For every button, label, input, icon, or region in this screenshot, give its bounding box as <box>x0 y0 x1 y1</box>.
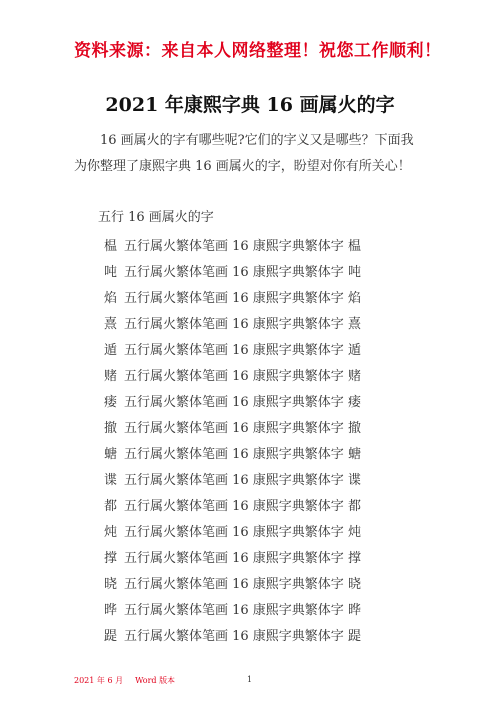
character-description: 五行属火繁体笔画 16 康熙字典繁体字 <box>124 551 344 566</box>
character-repeat: 撑 <box>348 551 362 566</box>
character-repeat: 炖 <box>348 525 362 540</box>
character-description: 五行属火繁体笔画 16 康熙字典繁体字 <box>124 239 344 254</box>
character-description: 五行属火繁体笔画 16 康熙字典繁体字 <box>124 447 344 462</box>
list-item <box>104 546 361 572</box>
list-item <box>104 390 361 416</box>
list-item <box>104 572 361 598</box>
intro-paragraph: 16 画属火的字有哪些呢?它们的字义又是哪些？下面我为你整理了康熙字典 16 画属火的字，盼望对你有所关心！ <box>74 133 414 174</box>
list-item <box>104 364 361 390</box>
character-description: 五行属火繁体笔画 16 康熙字典繁体字 <box>124 603 344 618</box>
character-repeat: 瘘 <box>348 395 362 410</box>
character-repeat: 螗 <box>348 447 362 462</box>
character-description: 五行属火繁体笔画 16 康熙字典繁体字 <box>124 343 344 358</box>
character-repeat: 吨 <box>348 265 362 280</box>
character-repeat: 撤 <box>348 421 362 436</box>
section-heading: 五行 16 画属火的字 <box>98 210 214 225</box>
character: 炖 <box>104 525 118 540</box>
list-item <box>104 624 361 650</box>
character-repeat: 焰 <box>348 291 362 306</box>
character-description: 五行属火繁体笔画 16 康熙字典繁体字 <box>124 525 344 540</box>
character: 撑 <box>104 551 118 566</box>
character-description: 五行属火繁体笔画 16 康熙字典繁体字 <box>124 317 344 332</box>
list-item <box>104 416 361 442</box>
list-item <box>104 338 361 364</box>
footer-date: 2021 年 6 月 <box>74 676 124 685</box>
list-item <box>104 442 361 468</box>
list-item <box>104 260 361 286</box>
document-title: 2021 年康熙字典 16 画属火的字 <box>105 94 395 116</box>
character-repeat: 踶 <box>348 629 362 644</box>
footer-edition: Word 版本 <box>135 676 176 685</box>
character: 榅 <box>104 239 118 254</box>
character: 熹 <box>104 317 118 332</box>
character-repeat: 谍 <box>348 473 362 488</box>
character: 赌 <box>104 369 118 384</box>
list-item <box>104 468 361 494</box>
character-description: 五行属火繁体笔画 16 康熙字典繁体字 <box>124 499 344 514</box>
source-banner: 资料来源：来自本人网络整理！祝您工作顺利！ <box>74 41 442 61</box>
list-item <box>104 312 361 338</box>
character: 焰 <box>104 291 118 306</box>
footer-info <box>74 675 175 686</box>
page-number: 1 <box>247 675 253 684</box>
character: 吨 <box>104 265 118 280</box>
character: 晔 <box>104 603 118 618</box>
list-item <box>104 286 361 312</box>
character-list <box>104 234 361 650</box>
character: 瘘 <box>104 395 118 410</box>
character-repeat: 榅 <box>348 239 362 254</box>
character: 撤 <box>104 421 118 436</box>
character-description: 五行属火繁体笔画 16 康熙字典繁体字 <box>124 629 344 644</box>
character: 遁 <box>104 343 118 358</box>
character-description: 五行属火繁体笔画 16 康熙字典繁体字 <box>124 473 344 488</box>
character-repeat: 赌 <box>348 369 362 384</box>
character-description: 五行属火繁体笔画 16 康熙字典繁体字 <box>124 369 344 384</box>
character-repeat: 晔 <box>348 603 362 618</box>
character-repeat: 遁 <box>348 343 362 358</box>
character-repeat: 熹 <box>348 317 362 332</box>
character: 踶 <box>104 629 118 644</box>
list-item <box>104 520 361 546</box>
character-description: 五行属火繁体笔画 16 康熙字典繁体字 <box>124 421 344 436</box>
list-item <box>104 494 361 520</box>
character-description: 五行属火繁体笔画 16 康熙字典繁体字 <box>124 395 344 410</box>
character: 都 <box>104 499 118 514</box>
character-description: 五行属火繁体笔画 16 康熙字典繁体字 <box>124 265 344 280</box>
character: 晓 <box>104 577 118 592</box>
list-item <box>104 598 361 624</box>
character-repeat: 晓 <box>348 577 362 592</box>
character-description: 五行属火繁体笔画 16 康熙字典繁体字 <box>124 291 344 306</box>
list-item <box>104 234 361 260</box>
character: 螗 <box>104 447 118 462</box>
character-repeat: 都 <box>348 499 362 514</box>
character-description: 五行属火繁体笔画 16 康熙字典繁体字 <box>124 577 344 592</box>
character: 谍 <box>104 473 118 488</box>
